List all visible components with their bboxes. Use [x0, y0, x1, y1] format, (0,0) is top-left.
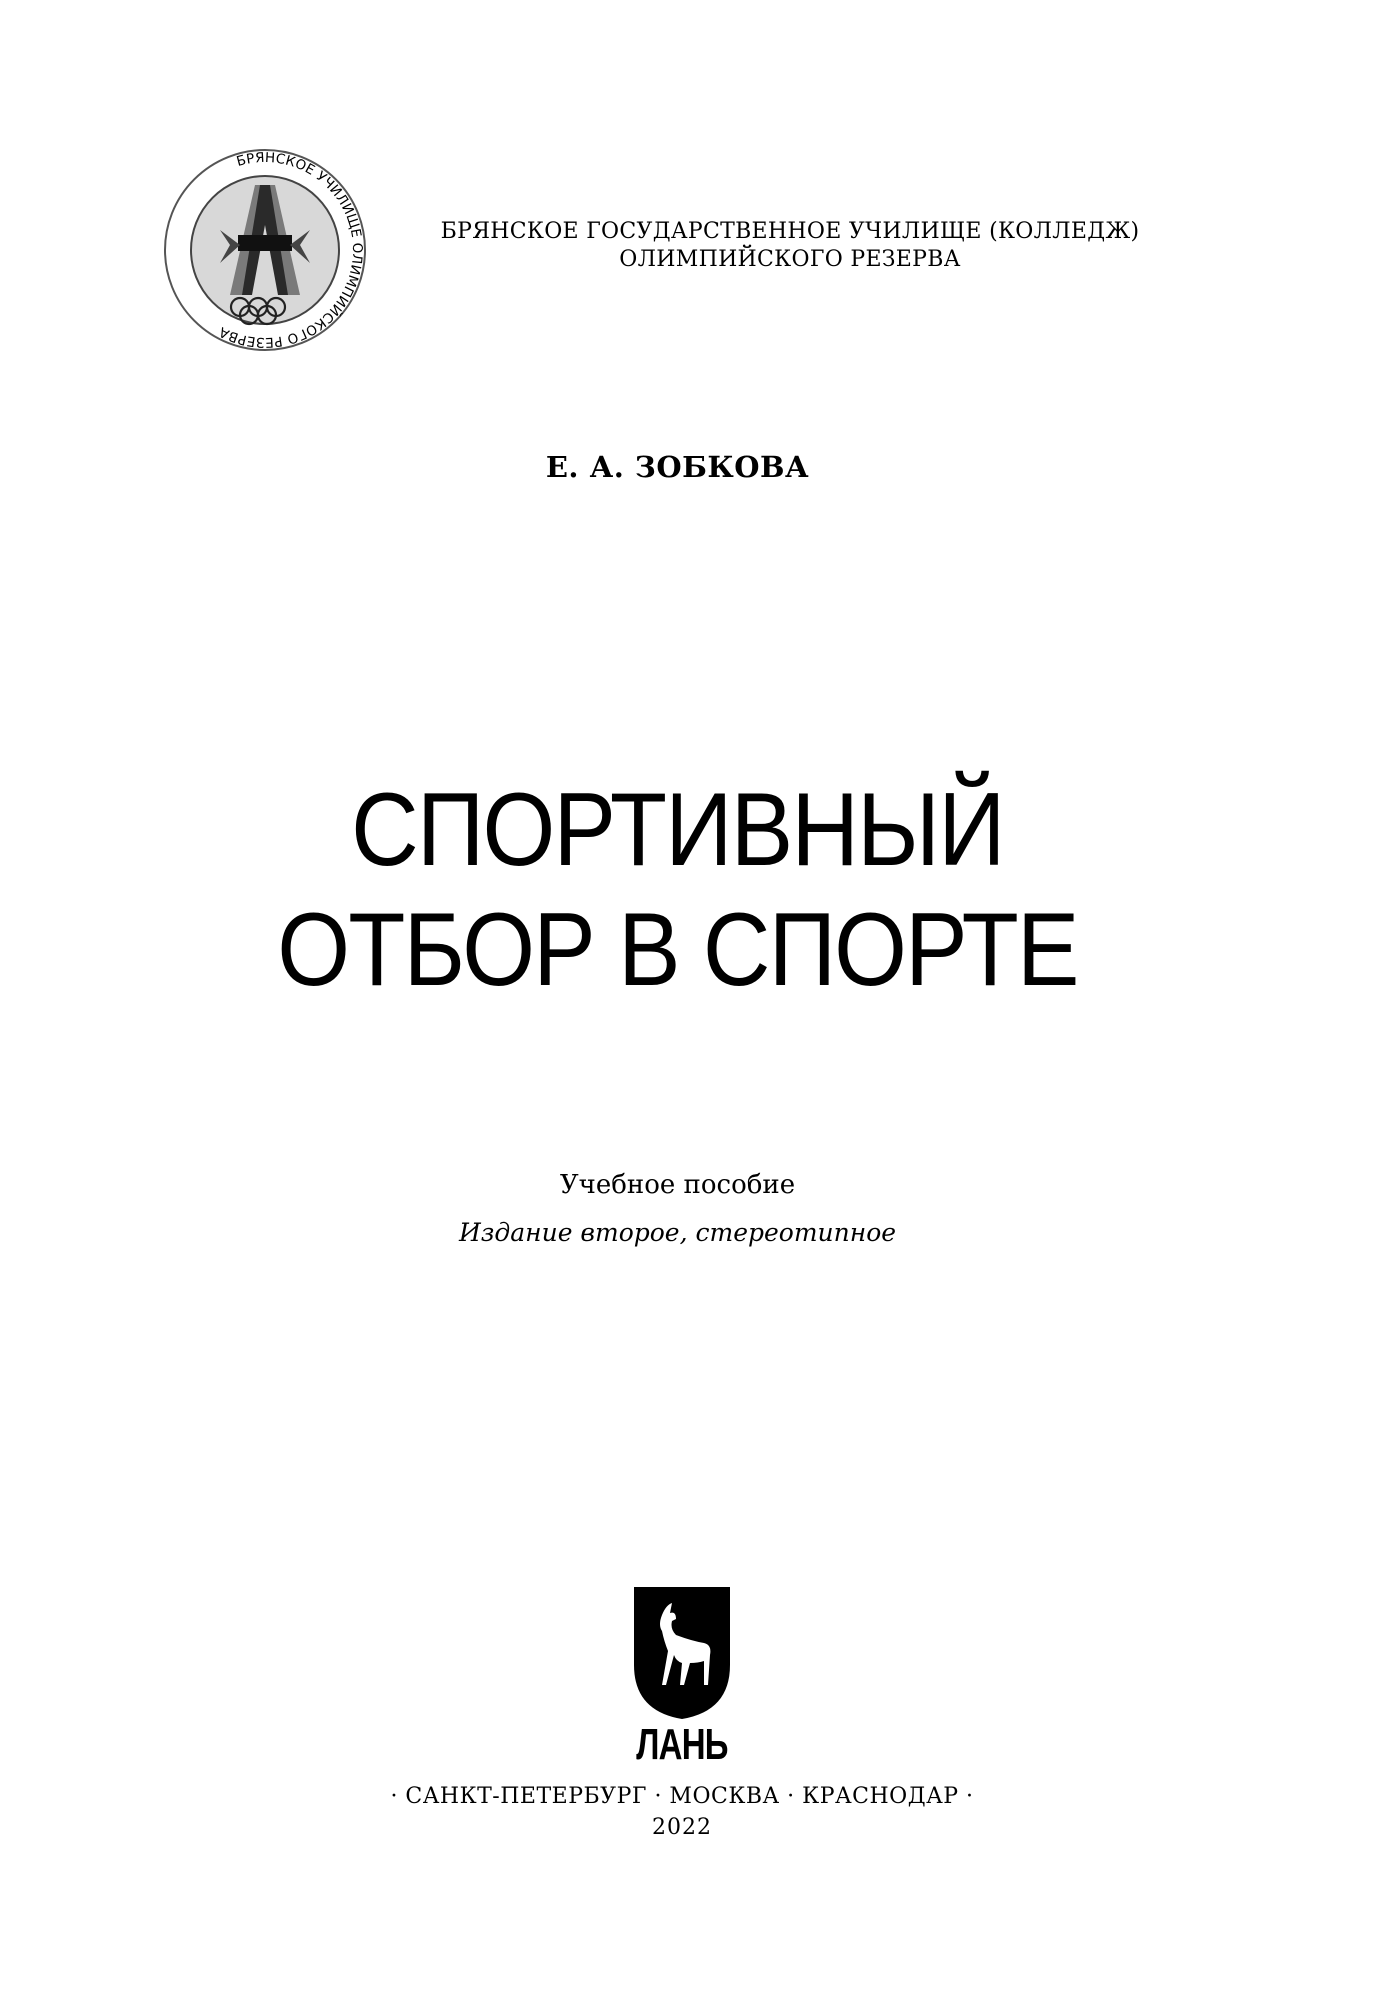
school-emblem-icon	[160, 145, 370, 355]
institution-name	[400, 218, 1180, 274]
svg-text:БРЯНСКОЕ УЧИЛИЩЕ ОЛИМПИЙСКОГО: БРЯНСКОЕ УЧИЛИЩЕ ОЛИМПИЙСКОГО РЕЗЕРВА	[216, 149, 366, 351]
institution-line-2: ОЛИМПИЙСКОГО РЕЗЕРВА	[619, 247, 961, 272]
book-title	[68, 770, 1288, 1010]
publisher-cities: · САНКТ-ПЕТЕРБУРГ · МОСКВА · КРАСНОДАР ·	[390, 1784, 974, 1809]
book-title-line-2: ОТБОР В СПОРТЕ	[277, 892, 1078, 1008]
edition-note: Издание второе, стереотипное	[458, 1218, 897, 1247]
publication-year: 2022	[652, 1815, 712, 1840]
publisher-name: ЛАНЬ	[636, 1720, 728, 1769]
book-type: Учебное пособие	[559, 1170, 796, 1200]
institution-line-1: БРЯНСКОЕ ГОСУДАРСТВЕННОЕ УЧИЛИЩЕ (КОЛЛЕДЖ)	[440, 219, 1140, 244]
book-title-line-1: СПОРТИВНЫЙ	[351, 772, 1004, 888]
author-name: Е. А. ЗОБКОВА	[545, 450, 810, 484]
